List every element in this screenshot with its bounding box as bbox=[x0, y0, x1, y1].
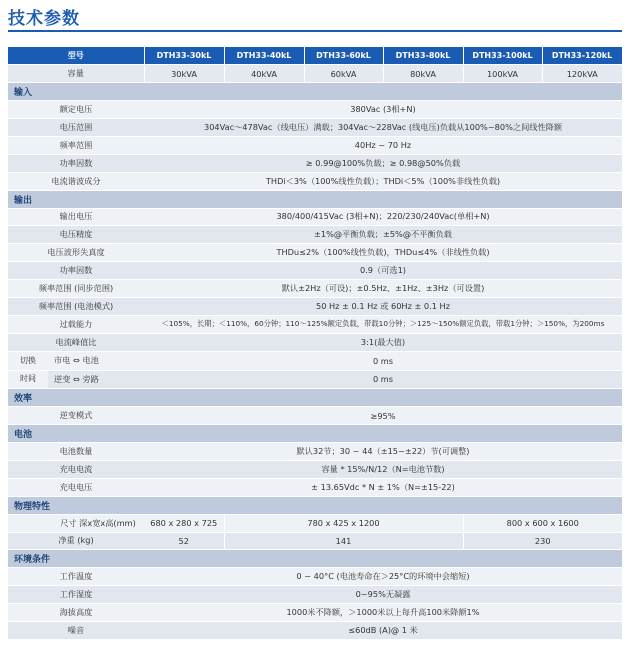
section-title: 输出 bbox=[8, 190, 622, 208]
section-title: 物理特性 bbox=[8, 496, 622, 514]
row-value: 40Hz ~ 70 Hz bbox=[144, 136, 622, 154]
row-label: 频率范围 (同步范围) bbox=[8, 280, 144, 298]
spec-row bbox=[8, 333, 622, 351]
row-value: 容量 * 15%/N/12（N=电池节数) bbox=[144, 460, 622, 478]
capacity-value: 100kVA bbox=[463, 65, 542, 83]
row-value: ＜105%，长期；＜110%，60分钟；110～125%额定负载，带载10分钟；＞125～150%额定负载，带载1分钟；＞150%，为200ms bbox=[144, 315, 622, 333]
switch-label-cell bbox=[8, 351, 144, 370]
section-efficiency bbox=[8, 389, 622, 407]
row-value: 0.9（可选1) bbox=[144, 262, 622, 280]
spec-row bbox=[8, 101, 622, 119]
row-value: 3:1(最大值) bbox=[144, 333, 622, 351]
model-header: DTH33-40kL bbox=[224, 47, 304, 65]
spec-row bbox=[8, 154, 622, 172]
row-label: 工作温度 bbox=[8, 568, 144, 586]
row-value: ± 13.65Vdc * N ± 1%（N=±15-22) bbox=[144, 478, 622, 496]
size-value: 800 x 600 x 1600 bbox=[463, 514, 622, 532]
capacity-row bbox=[8, 65, 622, 83]
capacity-value: 80kVA bbox=[383, 65, 463, 83]
spec-row bbox=[8, 351, 622, 370]
spec-row bbox=[8, 478, 622, 496]
row-value: 默认32节；30 ~ 44（±15~±22）节(可调整) bbox=[144, 443, 622, 461]
spec-row bbox=[8, 244, 622, 262]
row-label: 尺寸 深x宽x高(mm) bbox=[8, 514, 144, 532]
spec-row bbox=[8, 262, 622, 280]
row-label: 频率范围 (电池模式) bbox=[8, 297, 144, 315]
section-title: 效率 bbox=[8, 389, 622, 407]
row-label: 电压波形失真度 bbox=[8, 244, 144, 262]
weight-value: 141 bbox=[224, 532, 463, 550]
switch-label-inner bbox=[8, 352, 144, 370]
page-title: 技术参数 bbox=[8, 9, 80, 29]
row-value: ≥ 0.99@100%负载；≥ 0.98@50%负载 bbox=[144, 154, 622, 172]
spec-row bbox=[8, 407, 622, 425]
switch-side-label-2: 时间 bbox=[20, 374, 36, 384]
row-value: 默认±2Hz（可设)；±0.5Hz、±1Hz、±3Hz（可设置) bbox=[144, 280, 622, 298]
section-title: 环境条件 bbox=[8, 550, 622, 568]
spec-row bbox=[8, 226, 622, 244]
switch-side-label-1: 切换 bbox=[20, 355, 36, 365]
row-label: 电压精度 bbox=[8, 226, 144, 244]
spec-row bbox=[8, 604, 622, 622]
model-header: DTH33-100kL bbox=[463, 47, 542, 65]
weight-value: 230 bbox=[463, 532, 622, 550]
spec-row bbox=[8, 297, 622, 315]
spec-row-weight bbox=[8, 532, 622, 550]
row-value: 380Vac (3相+N) bbox=[144, 101, 622, 119]
size-value: 680 x 280 x 725 bbox=[144, 514, 224, 532]
row-label: 噪音 bbox=[8, 622, 144, 640]
row-label: 电池数量 bbox=[8, 443, 144, 461]
model-header: DTH33-60kL bbox=[304, 47, 383, 65]
row-label: 电压范围 bbox=[8, 119, 144, 137]
switch-label-inner bbox=[8, 371, 144, 389]
switch-label-cell bbox=[8, 370, 144, 389]
section-environment bbox=[8, 550, 622, 568]
row-label: 频率范围 bbox=[8, 136, 144, 154]
row-label: 额定电压 bbox=[8, 101, 144, 119]
model-label: 型号 bbox=[8, 47, 144, 65]
switch-side-label bbox=[8, 371, 48, 389]
row-value: 304Vac～478Vac（线电压）满载；304Vac～228Vac (线电压)负载从100%~80%之间线性降额 bbox=[144, 119, 622, 137]
capacity-label: 容量 bbox=[8, 65, 144, 83]
row-label: 电流峰值比 bbox=[8, 333, 144, 351]
row-value: ≤60dB (A)@ 1 米 bbox=[144, 622, 622, 640]
model-header: DTH33-120kL bbox=[542, 47, 622, 65]
row-label: 工作湿度 bbox=[8, 586, 144, 604]
row-label: 市电 ⇔ 电池 bbox=[48, 352, 144, 370]
row-label: 净重 (kg) bbox=[8, 532, 144, 550]
section-battery bbox=[8, 425, 622, 443]
spec-row bbox=[8, 586, 622, 604]
row-label: 逆变模式 bbox=[8, 407, 144, 425]
section-title: 电池 bbox=[8, 425, 622, 443]
spec-row-size bbox=[8, 514, 622, 532]
row-label: 逆变 ⇔ 旁路 bbox=[48, 371, 144, 389]
spec-row bbox=[8, 280, 622, 298]
section-physical bbox=[8, 496, 622, 514]
row-value: ≥95% bbox=[144, 407, 622, 425]
row-label: 充电电流 bbox=[8, 460, 144, 478]
capacity-value: 120kVA bbox=[542, 65, 622, 83]
row-value: THDi＜3%（100%线性负载）；THDi＜5%（100%非线性负载) bbox=[144, 172, 622, 190]
header-row bbox=[8, 47, 622, 65]
section-output bbox=[8, 190, 622, 208]
spec-row bbox=[8, 443, 622, 461]
section-title: 输入 bbox=[8, 83, 622, 101]
row-label: 过载能力 bbox=[8, 315, 144, 333]
size-value: 780 x 425 x 1200 bbox=[224, 514, 463, 532]
row-value: 50 Hz ± 0.1 Hz 或 60Hz ± 0.1 Hz bbox=[144, 297, 622, 315]
row-value: ±1%@平衡负载；±5%@不平衡负载 bbox=[144, 226, 622, 244]
capacity-value: 60kVA bbox=[304, 65, 383, 83]
spec-row bbox=[8, 208, 622, 226]
section-input bbox=[8, 83, 622, 101]
row-label: 电流谐波成分 bbox=[8, 172, 144, 190]
row-label: 输出电压 bbox=[8, 208, 144, 226]
row-value: 0 ~ 40°C (电池寿命在＞25°C的环境中会缩短) bbox=[144, 568, 622, 586]
capacity-value: 40kVA bbox=[224, 65, 304, 83]
row-value: 0 ms bbox=[144, 370, 622, 389]
row-value: 380/400/415Vac (3相+N)；220/230/240Vac(单相+N) bbox=[144, 208, 622, 226]
model-header: DTH33-80kL bbox=[383, 47, 463, 65]
row-label: 充电电压 bbox=[8, 478, 144, 496]
spec-row bbox=[8, 622, 622, 640]
spec-table bbox=[8, 47, 623, 640]
spec-row bbox=[8, 568, 622, 586]
weight-value: 52 bbox=[144, 532, 224, 550]
spec-row bbox=[8, 172, 622, 190]
row-label: 功率因数 bbox=[8, 262, 144, 280]
spec-row bbox=[8, 315, 622, 333]
capacity-value: 30kVA bbox=[144, 65, 224, 83]
row-label: 海拔高度 bbox=[8, 604, 144, 622]
row-label: 功率因数 bbox=[8, 154, 144, 172]
spec-row bbox=[8, 370, 622, 389]
model-header: DTH33-30kL bbox=[144, 47, 224, 65]
row-value: 0 ms bbox=[144, 351, 622, 370]
spec-row bbox=[8, 460, 622, 478]
row-value: 0~95%无凝露 bbox=[144, 586, 622, 604]
title-underline bbox=[8, 30, 622, 32]
switch-side-label bbox=[8, 352, 48, 370]
row-value: THDu≤2%（100%线性负载)，THDu≤4%（非线性负载) bbox=[144, 244, 622, 262]
row-value: 1000米不降额，＞1000米以上每升高100米降额1% bbox=[144, 604, 622, 622]
spec-row bbox=[8, 119, 622, 137]
spec-row bbox=[8, 136, 622, 154]
